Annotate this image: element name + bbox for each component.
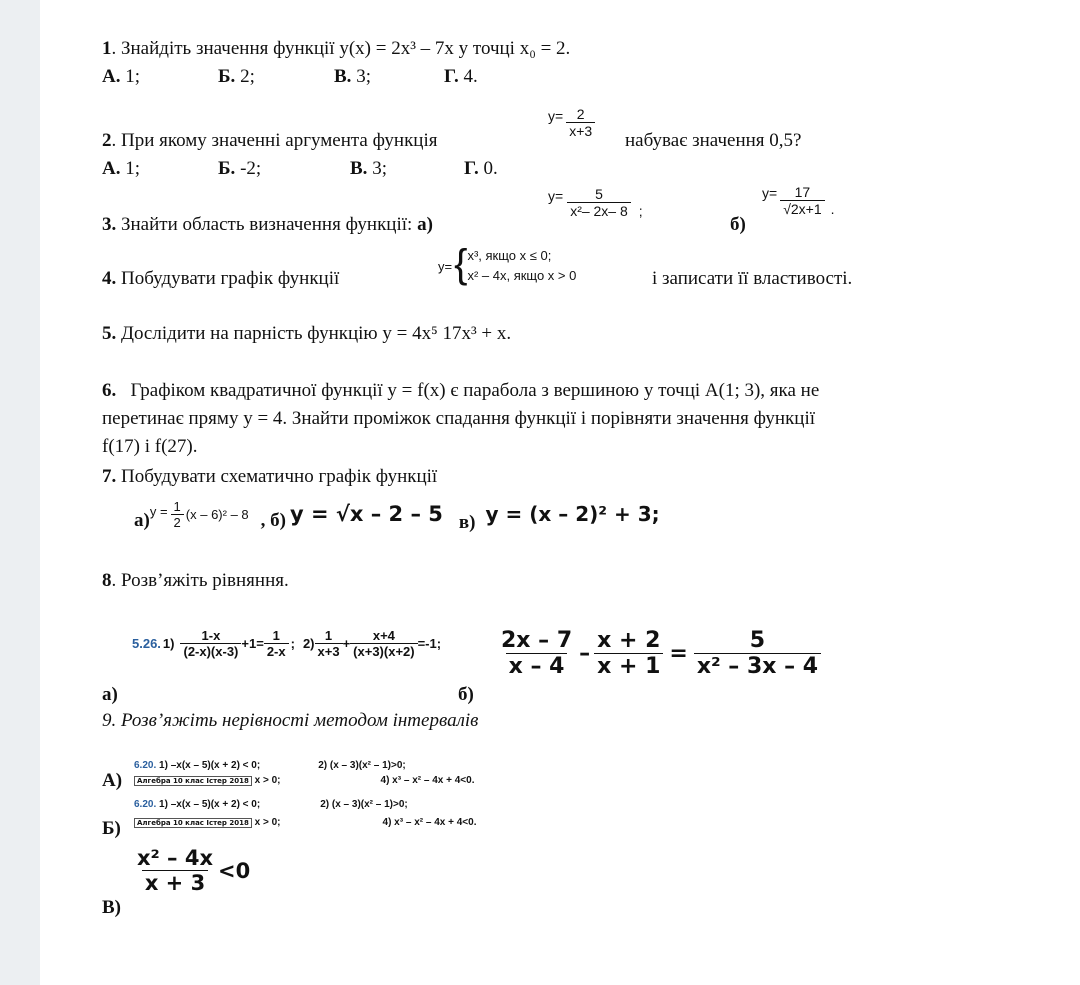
q8-label-b: б) xyxy=(458,684,474,705)
q1-number: 1 xyxy=(102,38,112,59)
q1-options xyxy=(102,66,478,88)
q7-formula-a: y = $\frac{1}{2}$ (x – 6)² – 8 xyxy=(149,498,249,530)
q1-option-b: Б. 2; xyxy=(218,66,255,87)
question-9-title: 9. Розв’яжіть нерівності методом інтервалів xyxy=(102,710,479,731)
q2-option-c: В. 3; xyxy=(350,158,387,179)
question-8-text: 8. Розв’яжіть рівняння. xyxy=(102,570,289,591)
q2-option-a: А. 1; xyxy=(102,158,141,179)
q9-label-a: А) xyxy=(102,770,123,791)
q4-brace: { xyxy=(454,242,468,286)
question-6-line-3: f(17) і f(27). xyxy=(102,436,198,457)
q2-option-d: Г. 0. xyxy=(464,158,498,179)
q4-text-after: і записати її властивості. xyxy=(652,268,853,289)
q8-equation-a: 5.26. 1) $\frac{1-x}{(2-x)(x-3)}$ +1= $\frac{1}{2-x}$ ; 2) $\frac{1}{x+3}$ + $\frac{x+4}{(x+3)(x+2)}$ =-1; xyxy=(132,628,442,659)
question-4-text: 4. Побудувати графік функції xyxy=(102,268,340,289)
q7-formula-b: y = √x – 2 – 5 xyxy=(289,502,443,526)
q4-piecewise: y= { x³, якщо x ≤ 0; x² – 4x, якщо x > 0 xyxy=(438,242,577,286)
question-6-line-2: перетинає пряму y = 4. Знайти проміжок спадання функції і порівняти значення функції xyxy=(102,408,816,429)
q7-formula-c: y = (x – 2)² + 3; xyxy=(485,502,660,526)
q1-option-a: А. 1; xyxy=(102,66,141,87)
q9-block-b: 6.20. 1) –x(x – 5)(x + 2) < 0; 2) (x – 3)(x² – 1)>0; Алгебра 10 клас Істер 2018 x > 0; 4) x³ – x² – 4x + 4<0. xyxy=(134,799,477,828)
q8-equation-b: $\frac{2x - 7}{x - 4}$ – $\frac{x + 2}{x + 1}$ = $\frac{5}{\text{x² – 3x – 4}}$ xyxy=(498,628,821,679)
q2-fraction: $\frac{2}{x+3}$ xyxy=(566,106,595,139)
q1-option-d: Г. 4. xyxy=(444,66,478,87)
question-7-text: 7. Побудувати схематично графік функції xyxy=(102,466,438,487)
left-margin-bar xyxy=(0,0,40,985)
q7-formulas: а) y = $\frac{1}{2}$ (x – 6)² – 8 , б) y = √x – 2 – 5 в) y = (x – 2)² + 3; xyxy=(134,498,660,533)
q9-inequality-c: $\frac{\text{x² – 4x}}{x + 3}$ <0 xyxy=(137,846,251,895)
q9-label-c: В) xyxy=(102,897,121,918)
q2-number: 2 xyxy=(102,130,112,151)
q3-function-b: y= $\frac{17}{√2x+1}$ . xyxy=(762,184,835,217)
q1-text: . Знайдіть значення функції y(x) = 2x³ – 7x у точці x₀ = 2. xyxy=(111,38,571,59)
textbook-watermark-2: Алгебра 10 клас Істер 2018 xyxy=(134,818,252,828)
q2-options xyxy=(102,158,498,180)
q2-option-b: Б. -2; xyxy=(218,158,262,179)
q2-text: . При якому значенні аргумента функція xyxy=(111,130,438,151)
q9-block-a: 6.20. 1) –x(x – 5)(x + 2) < 0; 2) (x – 3)(x² – 1)>0; Алгебра 10 клас Істер 2018 x > 0; 4) x³ – x² – 4x + 4<0. xyxy=(134,760,475,786)
q2-text-after: набуває значення 0,5? xyxy=(625,130,802,151)
q2-function: y= $\frac{2}{x+3}$ xyxy=(548,106,595,139)
q3-label-b: б) xyxy=(730,214,746,235)
question-1 xyxy=(102,38,570,60)
textbook-watermark: Алгебра 10 клас Істер 2018 xyxy=(134,776,252,786)
q8-label-a: а) xyxy=(102,684,118,705)
worksheet-page xyxy=(40,0,1080,985)
question-3-text: 3. Знайти область визначення функції: а) xyxy=(102,214,433,235)
q1-option-c: В. 3; xyxy=(334,66,371,87)
question-2-text xyxy=(102,130,438,152)
question-6-line-1: 6. Графіком квадратичної функції y = f(x) є парабола з вершиною у точці A(1; 3), яка не xyxy=(102,380,820,401)
question-5: 5. Дослідити на парність функцію y = 4x⁵ 17x³ + x. xyxy=(102,323,512,344)
q9-label-b: Б) xyxy=(102,818,121,839)
q3-function-a: y= $\frac{5}{\text{x²– 2x– 8}}$ ; xyxy=(548,186,643,219)
